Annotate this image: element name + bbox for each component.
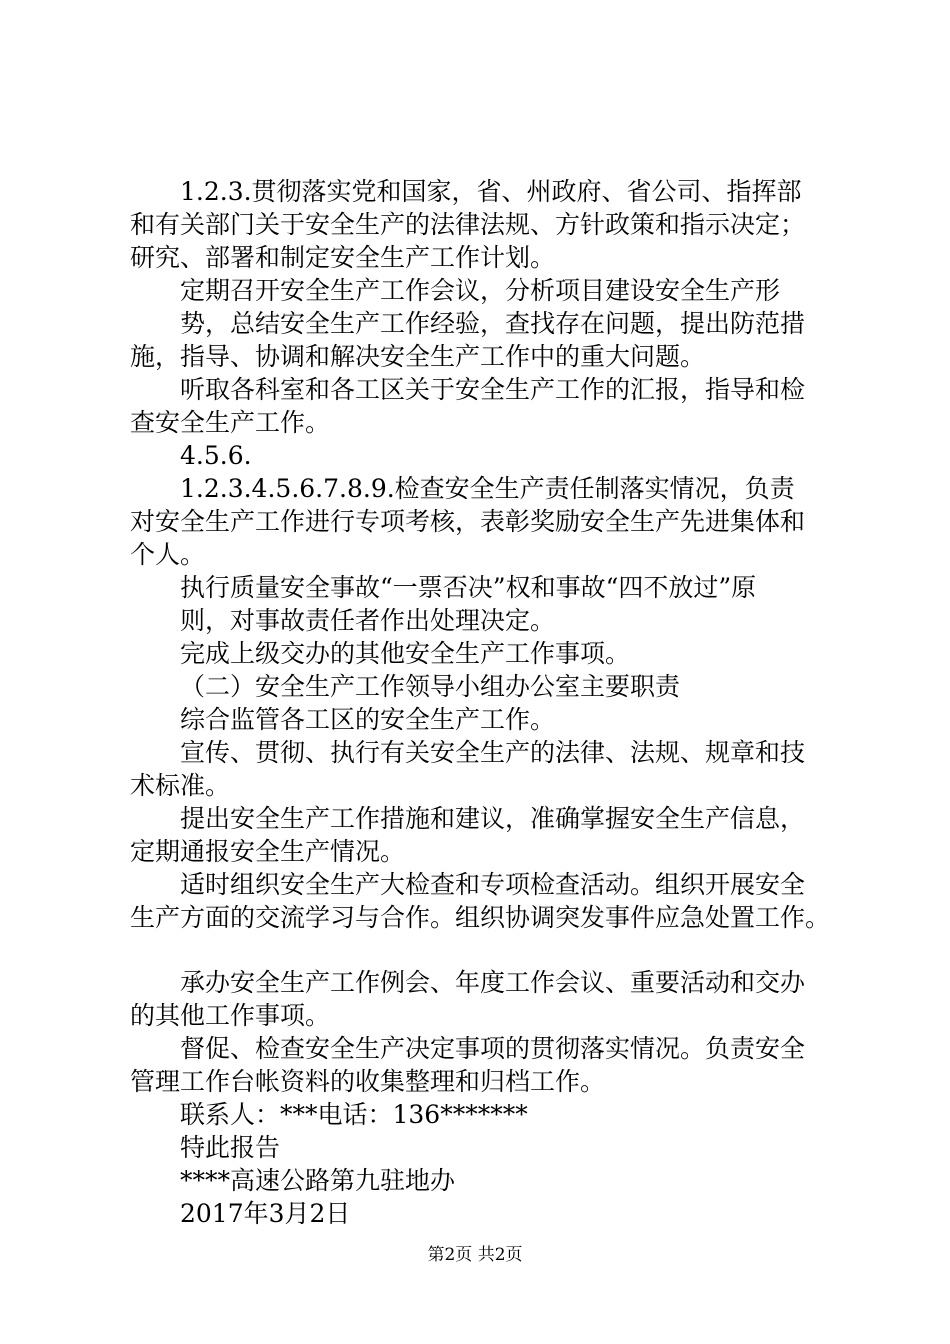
contact-line: 联系人：***电话：136******* <box>180 1100 528 1129</box>
text-line: 承办安全生产工作例会、年度工作会议、重要活动和交办 <box>180 968 806 997</box>
text-line: 施，指导、协调和解决安全生产工作中的重大问题。 <box>130 342 706 371</box>
text-line: 和有关部门关于安全生产的法律法规、方针政策和指示决定； <box>130 210 806 239</box>
text-line: 生产方面的交流学习与合作。组织协调突发事件应急处置工作。 <box>130 903 831 932</box>
text-line: 听取各科室和各工区关于安全生产工作的汇报，指导和检 <box>180 375 806 404</box>
text-line: 的其他工作事项。 <box>130 1001 331 1030</box>
text-line: 1.2.3.贯彻落实党和国家，省、州政府、省公司、指挥部 <box>180 177 802 206</box>
text-line: 则，对事故责任者作出处理决定。 <box>180 606 556 635</box>
signature-org: ****高速公路第九驻地办 <box>180 1166 456 1195</box>
text-line: 定期通报安全生产情况。 <box>130 837 406 866</box>
closing-line: 特此报告 <box>180 1133 281 1162</box>
text-line: 综合监管各工区的安全生产工作。 <box>180 705 556 734</box>
text-line: 势，总结安全生产工作经验，查找存在问题，提出防范措 <box>180 309 806 338</box>
text-line: 查安全生产工作。 <box>130 408 331 437</box>
paragraph-gap <box>130 934 850 966</box>
text-line: 适时组织安全生产大检查和专项检查活动。组织开展安全 <box>180 870 806 899</box>
text-line: 个人。 <box>130 540 206 569</box>
text-line: 宣传、贯彻、执行有关安全生产的法律、法规、规章和技 <box>180 738 806 767</box>
text-line: 管理工作台帐资料的收集整理和归档工作。 <box>130 1067 606 1096</box>
text-line: 提出安全生产工作措施和建议，准确掌握安全生产信息， <box>180 804 806 833</box>
text-line: 执行质量安全事故“一票否决”权和事故“四不放过”原 <box>180 573 757 602</box>
page-footer: 第2页 共2页 <box>427 1245 523 1265</box>
text-line: 研究、部署和制定安全生产工作计划。 <box>130 243 556 272</box>
section-heading: （二）安全生产工作领导小组办公室主要职责 <box>180 672 681 701</box>
text-line: 完成上级交办的其他安全生产工作事项。 <box>180 639 631 668</box>
text-line: 定期召开安全生产工作会议，分析项目建设安全生产形 <box>180 276 781 305</box>
signature-date: 2017年3月2日 <box>180 1199 351 1228</box>
text-line: 对安全生产工作进行专项考核，表彰奖励安全生产先进集体和 <box>130 507 806 536</box>
text-line: 4.5.6. <box>180 441 252 470</box>
text-line: 1.2.3.4.5.6.7.8.9.检查安全生产责任制落实情况，负责 <box>180 474 795 503</box>
document-body <box>130 175 850 1230</box>
text-line: 督促、检查安全生产决定事项的贯彻落实情况。负责安全 <box>180 1034 806 1063</box>
text-line: 术标准。 <box>130 771 231 800</box>
